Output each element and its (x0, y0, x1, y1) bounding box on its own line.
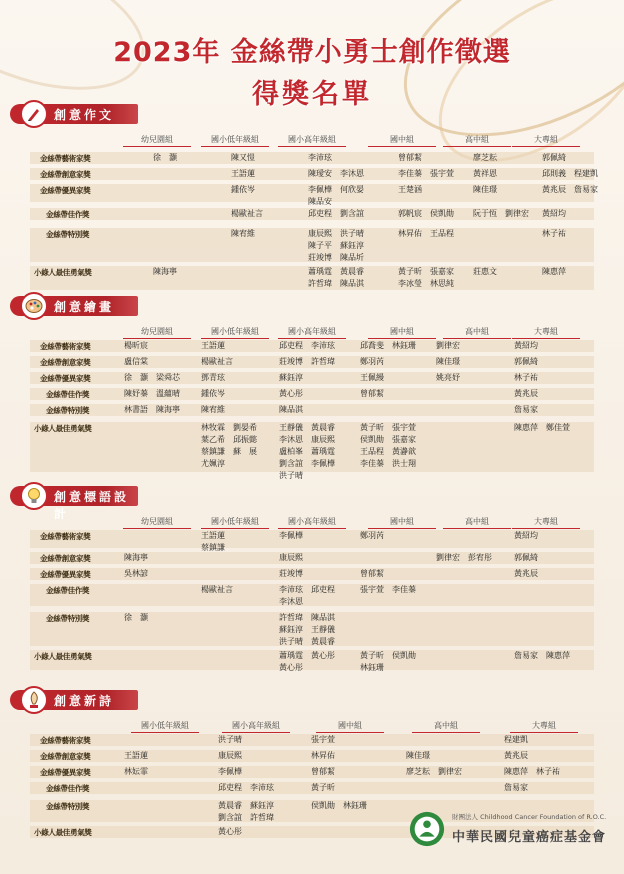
winner-names: 陳佳璟 (406, 751, 430, 760)
column-header: 國小高年級組 (222, 720, 290, 733)
winner-names: 張宇萱 李佳蓁 (360, 585, 416, 594)
winner-names: 吳林諺 (124, 569, 148, 578)
winner-names: 王楚涵 (398, 185, 422, 194)
winner-names: 鄭羽芮 (360, 531, 384, 540)
award-category-label: 金絲帶藝術家獎 (40, 154, 91, 163)
page-subtitle: 得獎名單 (252, 79, 372, 110)
winner-names: 王佩縵 (360, 373, 384, 382)
column-header: 國小高年級組 (278, 326, 346, 339)
winner-names: 郭佩綺 (514, 553, 538, 562)
winner-names: 林昇佑 (311, 751, 335, 760)
winner-names: 黃兆辰 (514, 569, 538, 578)
column-header: 大專組 (512, 516, 580, 529)
winner-names: 陳宥維 (231, 229, 255, 238)
winner-names: 鍾依岑 (201, 389, 225, 398)
column-header: 國小低年級組 (201, 326, 269, 339)
winner-names: 林子祐 (542, 229, 566, 238)
winner-names: 詹易家 陳惠萍 (514, 651, 570, 660)
winner-names: 黃子昕 張宇萱 侯凱勛 張嘉家 王品程 黃瀞歆 李佳蓁 洪士翔 (360, 423, 416, 468)
column-header: 大專組 (510, 720, 578, 733)
winner-names: 林牧霖 劉晏希 葉乙希 邱振懿 蔡鎮謙 蘇 展 尤姵淳 (201, 423, 257, 468)
award-category-label: 金絲帶優異家獎 (40, 186, 91, 195)
column-header: 大專組 (512, 326, 580, 339)
column-header: 幼兒園組 (123, 516, 191, 529)
winner-names: 黃兆辰 (504, 751, 528, 760)
column-header: 國小低年級組 (131, 720, 199, 733)
winner-names: 蘇鈺淳 (279, 373, 303, 382)
column-header: 幼兒園組 (123, 134, 191, 147)
bulb-icon (20, 482, 48, 510)
award-category-label: 金絲帶優異家獎 (40, 570, 91, 579)
org-name-cn: 中華民國兒童癌症基金會 (452, 830, 607, 845)
winner-names: 楊歐祉言 (201, 585, 233, 594)
page-title: 2023年 金絲帶小勇士創作徵選 (113, 37, 511, 68)
section-header (10, 690, 138, 710)
org-name-en: 財團法人 Childhood Cancer Foundation of R.O.C. (452, 813, 607, 821)
winner-names: 程建凱 (504, 735, 528, 744)
winner-names: 蕭瑀霆 黃心彤 黃心彤 (279, 651, 335, 672)
pen-icon (20, 100, 48, 128)
award-category-label: 金絲帶優異家獎 (40, 374, 91, 383)
winner-names: 邱喬斐 林鈺珊 (360, 341, 416, 350)
column-header: 高中組 (443, 516, 511, 529)
winner-names: 王語蓮 蔡鎮謙 (201, 531, 225, 552)
winner-names: 陳惠萍 (542, 267, 566, 276)
column-header: 國小低年級組 (201, 516, 269, 529)
column-headers (0, 720, 624, 734)
winner-names: 曾郁絜 (311, 767, 335, 776)
winner-names: 黃兆辰 (514, 389, 538, 398)
award-category-label: 小綠人最佳勇氣獎 (34, 268, 92, 277)
winner-names: 陳宥維 (201, 405, 225, 414)
award-category-label: 金絲帶創意家獎 (40, 358, 91, 367)
winner-names: 黃心彤 (218, 827, 242, 836)
award-category-label: 金絲帶佳作獎 (46, 586, 90, 595)
column-header: 高中組 (443, 134, 511, 147)
award-category-label: 金絲帶創意家獎 (40, 170, 91, 179)
winner-names: 楊歐祉言 (231, 209, 263, 218)
winner-names: 郭佩綺 (514, 357, 538, 366)
winner-names: 莊惠文 (473, 267, 497, 276)
winner-names: 阮于恆 劉律宏 (473, 209, 529, 218)
winner-names: 陳惠萍 林子祐 (504, 767, 560, 776)
winner-names: 姚亮妤 (436, 373, 460, 382)
winner-names: 廖芝耘 (473, 153, 497, 162)
column-header: 國小高年級組 (278, 134, 346, 147)
winner-names: 楊昕宸 (124, 341, 148, 350)
winner-names: 莊竣博 許哲瑋 (279, 357, 335, 366)
winner-names: 林書語 陳海寧 (124, 405, 180, 414)
winner-names: 黃心彤 (279, 389, 303, 398)
winner-names: 陳妤蓁 溫蘊晴 (124, 389, 180, 398)
column-header: 國中組 (368, 516, 436, 529)
winner-names: 黃晨睿 蘇鈺淳 劉含誼 許哲瑋 (218, 801, 274, 822)
winner-names: 陳海寧 (124, 553, 148, 562)
winner-names: 黃紹均 (514, 531, 538, 540)
column-headers (0, 326, 624, 340)
column-header: 國中組 (368, 326, 436, 339)
winner-names: 康辰熙 (279, 553, 303, 562)
section-title: 創意新詩 (54, 694, 115, 708)
quill-icon (20, 686, 48, 714)
winner-names: 李佳蓁 張宇萱 (398, 169, 454, 178)
award-category-label: 金絲帶優異家獎 (40, 768, 91, 777)
winner-names: 盧信棠 (124, 357, 148, 366)
section-title: 創意作文 (54, 108, 115, 122)
winner-names: 黃紹均 (514, 341, 538, 350)
winner-names: 李佩樺 (279, 531, 303, 540)
award-category-label: 小綠人最佳勇氣獎 (34, 424, 92, 433)
winner-names: 王語蓮 (201, 341, 225, 350)
winner-names: 林妘霏 (124, 767, 148, 776)
foundation-logo-icon (408, 810, 446, 848)
award-category-label: 金絲帶佳作獎 (46, 210, 90, 219)
winner-names: 蕭瑀霆 黃晨睿 許哲瑋 陳品淇 (308, 267, 364, 288)
winner-names: 徐 灝 (124, 613, 148, 622)
column-header: 國小低年級組 (201, 134, 269, 147)
award-category-label: 小綠人最佳勇氣獎 (34, 652, 92, 661)
winner-names: 侯凱勛 林鈺珊 (311, 801, 367, 810)
winner-names: 康辰熙 (218, 751, 242, 760)
winner-names: 李沛玹 邱吏程 李沐恩 (279, 585, 335, 606)
winner-names: 劉律宏 (436, 341, 460, 350)
winner-names: 黃子昕 (311, 783, 335, 792)
winner-names: 黃祥恩 (473, 169, 497, 178)
winner-names: 李佩樺 (218, 767, 242, 776)
award-category-label: 金絲帶佳作獎 (46, 784, 90, 793)
award-category-label: 金絲帶佳作獎 (46, 390, 90, 399)
winner-names: 陳璦安 李沐恩 (308, 169, 364, 178)
column-headers (0, 134, 624, 148)
winner-names: 鄭羽芮 (360, 357, 384, 366)
winner-names: 劉律宏 彭宥彤 (436, 553, 492, 562)
winner-names: 詹易家 (514, 405, 538, 414)
winner-names: 黃子昕 張嘉家 李冰瑩 林思純 (398, 267, 454, 288)
winner-names: 許哲瑋 陳品淇 蘇鈺淳 王靜儀 洪子晴 黃晨睿 (279, 613, 335, 646)
award-category-label: 金絲帶特別獎 (46, 406, 90, 415)
column-headers (0, 516, 624, 530)
column-header: 大專組 (512, 134, 580, 147)
winner-names: 曾郁絜 (360, 569, 384, 578)
winner-names: 張宇萱 (311, 735, 335, 744)
column-header: 國小高年級組 (278, 516, 346, 529)
winner-names: 陳又愷 (231, 153, 255, 162)
winner-names: 鄧青玹 (201, 373, 225, 382)
winner-names: 鍾依岑 (231, 185, 255, 194)
award-category-label: 金絲帶藝術家獎 (40, 532, 91, 541)
winner-names: 洪子晴 (218, 735, 242, 744)
winner-names: 郭帆宸 侯凱勛 (398, 209, 454, 218)
column-header: 高中組 (412, 720, 480, 733)
winner-names: 莊竣博 (279, 569, 303, 578)
winner-names: 徐 灝 梁舜芯 (124, 373, 180, 382)
winner-names: 曾郁絜 (398, 153, 422, 162)
winner-names: 邱吏程 劉含誼 (308, 209, 364, 218)
winner-names: 王語蓮 (124, 751, 148, 760)
award-category-label: 金絲帶創意家獎 (40, 554, 91, 563)
winner-names: 陳佳璟 (436, 357, 460, 366)
winner-names: 楊歐祉言 (201, 357, 233, 366)
winner-names: 郭佩綺 (542, 153, 566, 162)
section-header (10, 486, 138, 521)
section-header (10, 104, 138, 124)
winner-names: 李沛玹 (308, 153, 332, 162)
winner-names: 陳海寧 (153, 267, 177, 276)
award-category-label: 金絲帶藝術家獎 (40, 736, 91, 745)
column-header: 國中組 (316, 720, 384, 733)
winner-names: 陳惠萍 鄭佳萱 (514, 423, 570, 432)
section-title: 創意標語設計 (54, 490, 130, 521)
section-title: 創意繪畫 (54, 300, 115, 314)
palette-icon (20, 292, 48, 320)
footer (408, 808, 607, 852)
winner-names: 陳品淇 (279, 405, 303, 414)
award-category-label: 金絲帶創意家獎 (40, 752, 91, 761)
section-header (10, 296, 138, 316)
winner-names: 邱吏程 李沛玹 (279, 341, 335, 350)
winner-names: 黃兆辰 詹易家 (542, 185, 598, 194)
winner-names: 邱則義 程建凱 (542, 169, 598, 178)
winner-names: 邱吏程 李沛玹 (218, 783, 274, 792)
winner-names: 黃紹均 (542, 209, 566, 218)
winner-names: 李佩樺 何欣晏 陳品安 (308, 185, 364, 206)
winner-names: 黃子昕 侯凱勛 林鈺珊 (360, 651, 416, 672)
winner-names: 廖芝耘 劉律宏 (406, 767, 462, 776)
winner-names: 曾郁絜 (360, 389, 384, 398)
award-category-label: 金絲帶特別獎 (46, 802, 90, 811)
winner-names: 康辰熙 洪子晴 陳子平 蘇鈺淳 莊竣博 陳品圻 (308, 229, 364, 262)
award-category-label: 金絲帶特別獎 (46, 230, 90, 239)
award-category-label: 金絲帶特別獎 (46, 614, 90, 623)
award-category-label: 小綠人最佳勇氣獎 (34, 828, 92, 837)
winner-names: 王靜儀 黃晨睿 李沐恩 康辰熙 盧柏峯 蕭瑀霆 劉含誼 李佩樺 洪子晴 (279, 423, 335, 480)
column-header: 幼兒園組 (123, 326, 191, 339)
winner-names: 詹易家 (504, 783, 528, 792)
winner-names: 陳佳璟 (473, 185, 497, 194)
winner-names: 林昇佑 王品程 (398, 229, 454, 238)
award-category-label: 金絲帶藝術家獎 (40, 342, 91, 351)
column-header: 國中組 (368, 134, 436, 147)
column-header: 高中組 (443, 326, 511, 339)
winner-names: 林子祐 (514, 373, 538, 382)
winner-names: 王語蓮 (231, 169, 255, 178)
winner-names: 徐 灝 (153, 153, 177, 162)
